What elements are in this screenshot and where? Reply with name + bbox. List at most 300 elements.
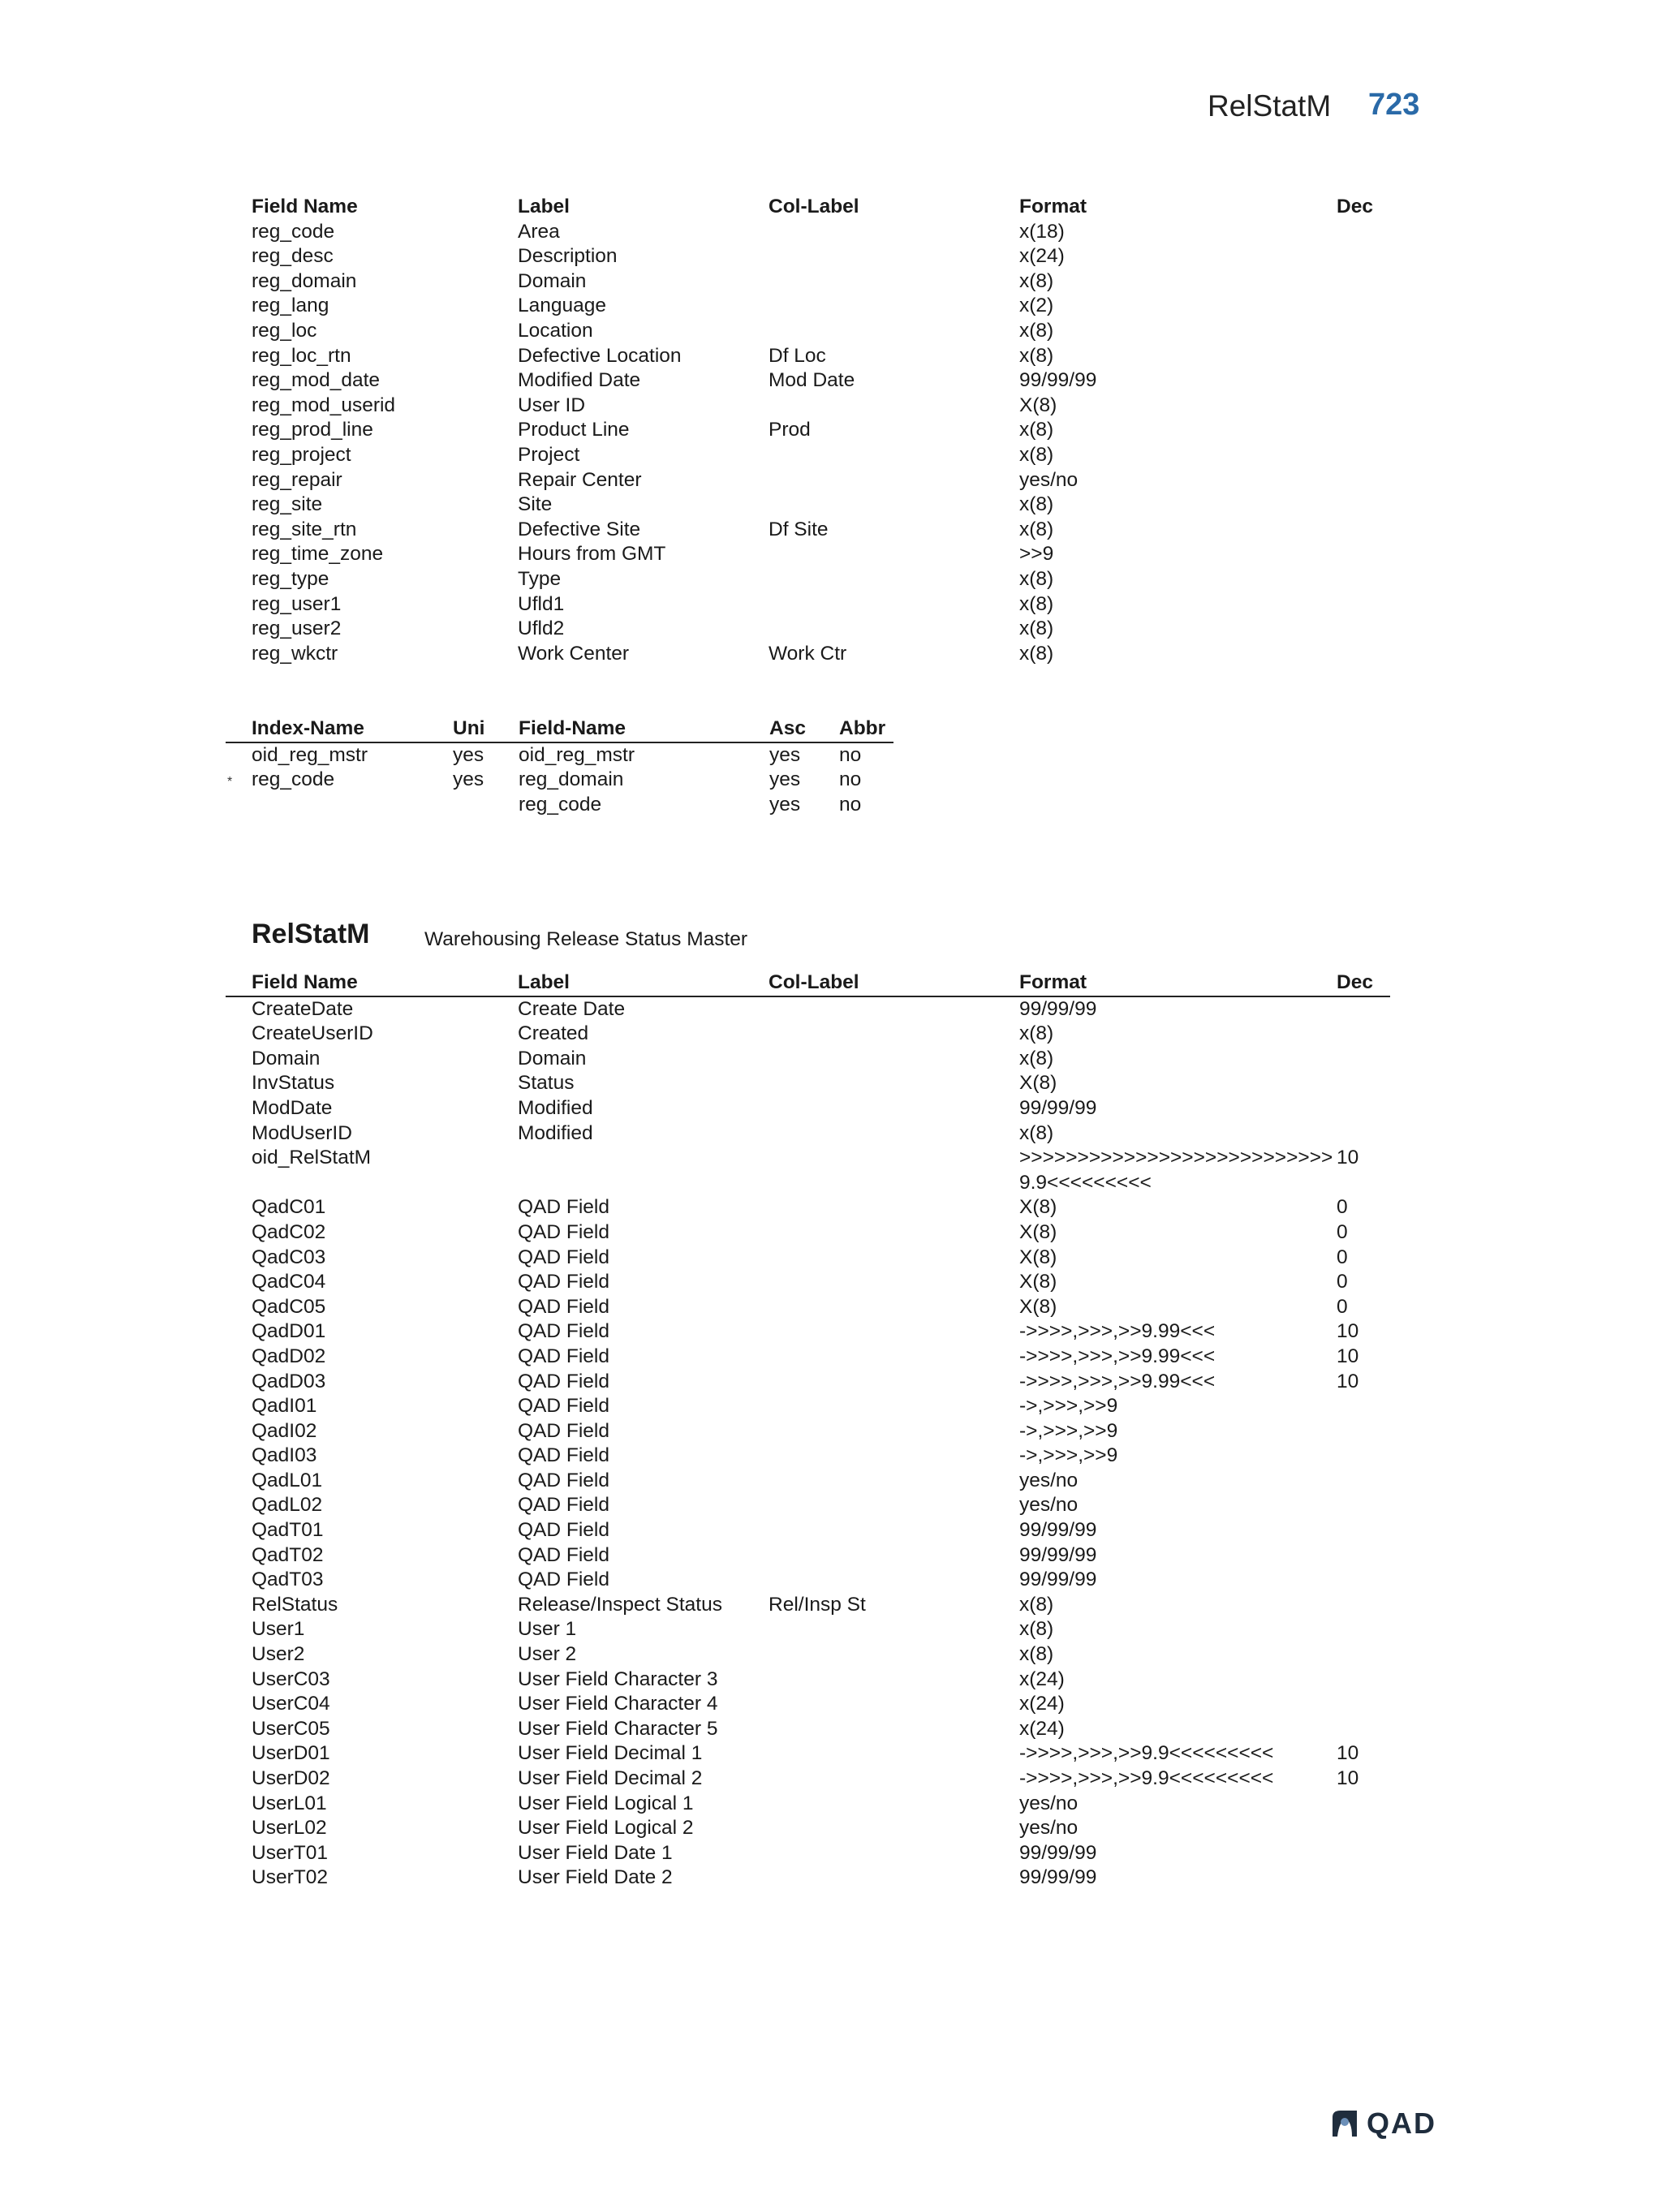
table-cell: x(8): [1019, 592, 1054, 615]
table-cell: [769, 1692, 1019, 1717]
table-cell: Description: [518, 245, 618, 268]
table-cell: 0: [1337, 1295, 1348, 1318]
table-cell: UserC03: [252, 1668, 330, 1690]
table-cell: [769, 1370, 1019, 1395]
column-header: Abbr: [839, 717, 893, 742]
table-cell: [1337, 269, 1390, 295]
table-cell: CreateDate: [252, 997, 354, 1020]
table-cell: [769, 1518, 1019, 1543]
table-cell: Mod Date: [769, 369, 855, 392]
column-header: Format: [1019, 196, 1087, 217]
table-cell: QadC01: [252, 1196, 326, 1219]
table-cell: no: [839, 793, 862, 816]
table-cell: UserL01: [252, 1792, 327, 1814]
table-cell: Defective Site: [518, 518, 641, 540]
table-cell: QAD Field: [518, 1569, 610, 1591]
relstatm-field-table: [226, 970, 1390, 1891]
table-cell: RelStatus: [252, 1593, 338, 1616]
table-cell: ModUserID: [252, 1121, 352, 1144]
table-cell: x(2): [1019, 295, 1054, 317]
table-cell: QAD Field: [518, 1519, 610, 1542]
table-cell: 10: [1337, 1345, 1359, 1367]
section-title: RelStatM: [252, 919, 370, 949]
table-cell: User Field Decimal 2: [518, 1767, 703, 1789]
table-cell: QadD03: [252, 1370, 326, 1392]
table-cell: [769, 1866, 1019, 1891]
table-cell: [1337, 443, 1390, 468]
table-cell: x(24): [1019, 1668, 1065, 1690]
table-cell: [1337, 518, 1390, 543]
table-cell: [769, 1195, 1019, 1220]
table-cell: x(24): [1019, 1717, 1065, 1740]
index-table: [226, 717, 893, 817]
table-cell: 0: [1337, 1196, 1348, 1219]
table-cell: ->,>>>,>>9: [1019, 1419, 1118, 1442]
table-cell: [769, 493, 1019, 518]
table-cell: [769, 1543, 1019, 1569]
table-cell: yes: [769, 793, 801, 816]
table-row: [226, 1319, 1390, 1345]
table-cell: [1337, 1642, 1390, 1668]
table-cell: QAD Field: [518, 1469, 610, 1491]
table-cell: yes/no: [1019, 1494, 1079, 1517]
table-cell: User 1: [518, 1618, 577, 1641]
page-number: 723: [1368, 88, 1420, 122]
table-row: [226, 1394, 1390, 1419]
table-cell: Project: [518, 443, 580, 466]
table-cell: Modified Date: [518, 369, 641, 392]
table-cell: Modified: [518, 1096, 593, 1119]
column-header: Col-Label: [769, 970, 1019, 996]
table-cell: [769, 1096, 1019, 1121]
table-cell: X(8): [1019, 1295, 1057, 1318]
table-cell: QAD Field: [518, 1494, 610, 1517]
table-cell: reg_lang: [252, 295, 329, 317]
table-cell: QadC05: [252, 1295, 326, 1318]
table-cell: QAD Field: [518, 1320, 610, 1343]
table-cell: User ID: [518, 394, 586, 416]
table-row: [226, 1717, 1390, 1742]
table-cell: UserT02: [252, 1866, 328, 1889]
table-cell: 10: [1337, 1320, 1359, 1343]
table-cell: [1337, 1419, 1390, 1444]
table-cell: 10: [1337, 1767, 1359, 1789]
table-cell: yes/no: [1019, 468, 1079, 491]
table-cell: [769, 244, 1019, 269]
table-cell: 10: [1337, 1742, 1359, 1765]
table-cell: QadI02: [252, 1419, 317, 1442]
table-cell: [769, 1617, 1019, 1642]
table-row: [226, 1518, 1390, 1543]
table-row: [226, 294, 1390, 319]
table-cell: QAD Field: [518, 1444, 610, 1467]
table-cell: [769, 542, 1019, 567]
column-header: Uni: [453, 717, 519, 742]
table-cell: reg_repair: [252, 468, 342, 491]
table-cell: reg_loc: [252, 319, 317, 342]
table-cell: QadC02: [252, 1220, 326, 1243]
table-cell: Ufld2: [518, 618, 565, 640]
table-cell: [1337, 1469, 1390, 1494]
table-row: [226, 1047, 1390, 1072]
table-cell: [769, 1444, 1019, 1469]
qad-logo-icon: [1329, 2109, 1360, 2138]
table-row: [226, 1096, 1390, 1121]
table-cell: [769, 1816, 1019, 1841]
table-cell: ->,>>>,>>9: [1019, 1444, 1118, 1467]
table-cell: [1337, 244, 1390, 269]
table-cell: Hours from GMT: [518, 543, 666, 566]
table-cell: reg_project: [252, 443, 351, 466]
table-cell: yes: [769, 768, 801, 791]
table-header-row: [226, 970, 1390, 996]
table-row: [226, 1741, 1390, 1767]
table-cell: [769, 1741, 1019, 1767]
table-row: [226, 1444, 1390, 1469]
table-cell: [1337, 1617, 1390, 1642]
table-cell: [1337, 1593, 1390, 1618]
table-cell: no: [839, 768, 862, 791]
table-cell: Status: [518, 1072, 575, 1095]
table-cell: yes/no: [1019, 1817, 1079, 1840]
table-cell: 10: [1337, 1370, 1359, 1392]
table-row: [226, 344, 1390, 369]
table-cell: [1337, 1692, 1390, 1717]
table-row: [226, 1246, 1390, 1271]
table-row: [226, 368, 1390, 394]
table-row: [226, 642, 1390, 667]
table-cell: UserT01: [252, 1841, 328, 1864]
table-cell: [1337, 344, 1390, 369]
table-row: [226, 1419, 1390, 1444]
column-header: Format: [1019, 970, 1337, 996]
table-cell: oid_RelStatM: [252, 1147, 372, 1169]
table-cell: [1337, 1071, 1390, 1096]
column-header: Asc: [769, 717, 839, 742]
table-cell: reg_domain: [519, 768, 624, 791]
table-cell: [769, 1270, 1019, 1295]
table-row: [226, 1692, 1390, 1717]
table-cell: UserC05: [252, 1717, 330, 1740]
table-cell: yes/no: [1019, 1469, 1079, 1491]
table-cell: [769, 294, 1019, 319]
table-cell: QadI03: [252, 1444, 317, 1467]
table-cell: UserC04: [252, 1693, 330, 1715]
column-header: Field Name: [252, 196, 358, 217]
table-cell: [769, 220, 1019, 245]
table-row: [226, 592, 1390, 618]
table-cell: ->>>>,>>>,>>9.9<<<<<<<<<: [1019, 1767, 1274, 1789]
table-cell: QAD Field: [518, 1271, 610, 1293]
table-row: [226, 742, 893, 768]
table-cell: Product Line: [518, 419, 630, 441]
table-cell: x(8): [1019, 1643, 1054, 1666]
table-cell: x(8): [1019, 493, 1054, 516]
table-cell: [769, 1493, 1019, 1518]
table-cell: UserD02: [252, 1767, 330, 1789]
table-cell: reg_loc_rtn: [252, 344, 351, 367]
table-cell: [1337, 542, 1390, 567]
table-cell: [769, 1568, 1019, 1593]
table-row: [226, 567, 1390, 592]
table-cell: 0: [1337, 1246, 1348, 1268]
table-cell: [769, 1668, 1019, 1693]
table-cell: x(8): [1019, 642, 1054, 665]
table-cell: [769, 1121, 1019, 1147]
table-cell: [769, 1841, 1019, 1866]
table-cell: reg_code: [252, 768, 335, 791]
table-cell: QAD Field: [518, 1345, 610, 1367]
table-body: [226, 996, 1390, 1891]
table-row: [226, 793, 893, 818]
table-row: [226, 1121, 1390, 1147]
table-cell: 0: [1337, 1220, 1348, 1243]
table-row: [226, 468, 1390, 493]
table-cell: x(24): [1019, 245, 1065, 268]
table-row: [226, 768, 893, 793]
table-cell: x(8): [1019, 344, 1054, 367]
table-cell: QAD Field: [518, 1196, 610, 1219]
table-cell: QAD Field: [518, 1295, 610, 1318]
table-cell: [769, 269, 1019, 295]
table-cell: X(8): [1019, 394, 1057, 416]
table-cell: QadC03: [252, 1246, 326, 1268]
table-cell: QadD01: [252, 1320, 326, 1343]
table-row: [226, 1642, 1390, 1668]
table-cell: [1337, 1493, 1390, 1518]
table-row: [226, 1866, 1390, 1891]
table-cell: 10: [1337, 1147, 1359, 1169]
table-cell: X(8): [1019, 1196, 1057, 1219]
table-cell: [1337, 1394, 1390, 1419]
table-cell: [769, 1022, 1019, 1047]
table-row: [226, 1617, 1390, 1642]
table-cell: [1337, 1518, 1390, 1543]
table-row: [226, 1841, 1390, 1866]
table-cell: [769, 996, 1019, 1022]
table-row: [226, 1220, 1390, 1246]
table-cell: x(8): [1019, 419, 1054, 441]
table-cell: ->>>>,>>>,>>9.99<<<: [1019, 1320, 1216, 1343]
table-cell: QadI01: [252, 1395, 317, 1418]
table-cell: reg_desc: [252, 245, 334, 268]
table-cell: QadL01: [252, 1469, 323, 1491]
table-cell: 99/99/99: [1019, 1096, 1097, 1119]
table-cell: [1337, 368, 1390, 394]
table-cell: [1337, 592, 1390, 618]
column-header: Field-Name: [519, 717, 769, 742]
table-cell: oid_reg_mstr: [252, 743, 368, 766]
table-cell: UserL02: [252, 1817, 327, 1840]
table-cell: User2: [252, 1643, 305, 1666]
table-row: [226, 319, 1390, 344]
table-cell: ->>>>,>>>,>>9.99<<<: [1019, 1370, 1216, 1392]
table-cell: X(8): [1019, 1271, 1057, 1293]
table-cell: [1337, 1022, 1390, 1047]
table-cell: 99/99/99: [1019, 1841, 1097, 1864]
table-cell: [1337, 1668, 1390, 1693]
table-row: [226, 1022, 1390, 1047]
table-cell: reg_mod_date: [252, 369, 381, 392]
table-cell: User Field Logical 2: [518, 1817, 694, 1840]
table-cell: [1337, 220, 1390, 245]
primary-index-marker: *: [227, 775, 233, 789]
table-cell: yes: [769, 743, 801, 766]
column-header: Label: [518, 196, 570, 217]
table-cell: >>9: [1019, 543, 1054, 566]
table-cell: Site: [518, 493, 553, 516]
table-row: [226, 418, 1390, 443]
table-cell: reg_wkctr: [252, 642, 338, 665]
table-cell: QadT02: [252, 1543, 324, 1566]
table-cell: reg_site: [252, 493, 323, 516]
table-cell: reg_site_rtn: [252, 518, 357, 540]
table-row: [226, 1146, 1390, 1195]
table-cell: 99/99/99: [1019, 369, 1097, 392]
table-cell: Work Center: [518, 642, 630, 665]
table-row: [226, 493, 1390, 518]
table-row: [226, 1295, 1390, 1320]
table-row: [226, 269, 1390, 295]
table-cell: QAD Field: [518, 1246, 610, 1268]
table-cell: [1337, 1866, 1390, 1891]
table-row: [226, 1568, 1390, 1593]
table-cell: x(8): [1019, 1593, 1054, 1616]
table-cell: >>>>>>>>>>>>>>>>>>>>>>>>>>>9.9<<<<<<<<<: [1019, 1147, 1333, 1194]
table-cell: 99/99/99: [1019, 1543, 1097, 1566]
table-cell: [769, 1767, 1019, 1792]
table-cell: [769, 1319, 1019, 1345]
table-row: [226, 617, 1390, 642]
table-cell: [1337, 996, 1390, 1022]
column-header: Label: [518, 970, 769, 996]
table-cell: reg_time_zone: [252, 543, 384, 566]
table-row: [226, 443, 1390, 468]
table-cell: Df Loc: [769, 344, 826, 367]
table-cell: [769, 1394, 1019, 1419]
table-cell: QAD Field: [518, 1395, 610, 1418]
table-cell: Df Site: [769, 518, 829, 540]
table-header-row: [226, 195, 1390, 220]
table-row: [226, 1345, 1390, 1370]
table-row: [226, 1195, 1390, 1220]
qad-logo: [1329, 2107, 1436, 2141]
table-cell: User Field Character 3: [518, 1668, 718, 1690]
table-cell: oid_reg_mstr: [519, 743, 635, 766]
table-cell: [1337, 1096, 1390, 1121]
section-description: Warehousing Release Status Master: [424, 928, 748, 950]
table-cell: Domain: [518, 269, 587, 292]
table-cell: QAD Field: [518, 1543, 610, 1566]
table-cell: QAD Field: [518, 1419, 610, 1442]
column-header: Dec: [1337, 970, 1390, 996]
table-row: [226, 542, 1390, 567]
table-cell: UserD01: [252, 1742, 330, 1765]
table-row: [226, 220, 1390, 245]
table-cell: [769, 617, 1019, 642]
logo-text: QAD: [1367, 2107, 1436, 2140]
table-cell: Area: [518, 220, 560, 243]
table-cell: Type: [518, 567, 562, 590]
table-row: [226, 1543, 1390, 1569]
table-cell: reg_user1: [252, 592, 342, 615]
table-row: [226, 1270, 1390, 1295]
table-cell: [769, 1469, 1019, 1494]
table-row: [226, 1767, 1390, 1792]
table-row: [226, 996, 1390, 1022]
table-cell: [1337, 1047, 1390, 1072]
table-cell: [1337, 468, 1390, 493]
reg-mstr-field-table: [226, 195, 1390, 666]
table-cell: [769, 1295, 1019, 1320]
table-cell: x(8): [1019, 1618, 1054, 1641]
table-cell: Create Date: [518, 997, 626, 1020]
table-cell: yes: [453, 768, 484, 791]
table-row: [226, 244, 1390, 269]
table-cell: yes/no: [1019, 1792, 1079, 1814]
table-cell: [1337, 418, 1390, 443]
table-cell: User Field Logical 1: [518, 1792, 694, 1814]
table-cell: [1337, 1543, 1390, 1569]
table-cell: [1337, 1816, 1390, 1841]
table-cell: [226, 793, 453, 818]
table-cell: [1337, 1792, 1390, 1817]
table-cell: Ufld1: [518, 592, 565, 615]
table-cell: [769, 592, 1019, 618]
table-cell: X(8): [1019, 1072, 1057, 1095]
table-cell: reg_type: [252, 567, 329, 590]
table-cell: ModDate: [252, 1096, 333, 1119]
table-cell: User Field Date 1: [518, 1841, 673, 1864]
table-cell: [769, 1717, 1019, 1742]
table-cell: QAD Field: [518, 1370, 610, 1392]
table-cell: CreateUserID: [252, 1022, 373, 1045]
table-cell: Modified: [518, 1121, 593, 1144]
table-cell: 99/99/99: [1019, 997, 1097, 1020]
table-cell: [453, 793, 519, 818]
table-cell: x(8): [1019, 518, 1054, 540]
table-cell: Language: [518, 295, 607, 317]
table-cell: User1: [252, 1618, 305, 1641]
table-cell: Rel/Insp St: [769, 1593, 866, 1616]
table-cell: x(8): [1019, 269, 1054, 292]
table-cell: Location: [518, 319, 593, 342]
table-cell: Domain: [252, 1047, 321, 1069]
table-row: [226, 1469, 1390, 1494]
table-cell: [1337, 567, 1390, 592]
table-cell: [1337, 617, 1390, 642]
table-cell: Repair Center: [518, 468, 642, 491]
table-cell: x(18): [1019, 220, 1065, 243]
table-cell: X(8): [1019, 1220, 1057, 1243]
table-cell: x(8): [1019, 319, 1054, 342]
table-cell: reg_code: [252, 220, 335, 243]
table-row: [226, 1370, 1390, 1395]
table-row: [226, 1668, 1390, 1693]
table-cell: [769, 567, 1019, 592]
table-cell: x(8): [1019, 1047, 1054, 1069]
table-cell: 99/99/99: [1019, 1569, 1097, 1591]
table-cell: Release/Inspect Status: [518, 1593, 722, 1616]
table-cell: X(8): [1019, 1246, 1057, 1268]
table-row: [226, 1816, 1390, 1841]
table-cell: reg_user2: [252, 618, 342, 640]
table-row: [226, 394, 1390, 419]
table-cell: x(8): [1019, 1022, 1054, 1045]
table-cell: InvStatus: [252, 1072, 335, 1095]
table-cell: User Field Date 2: [518, 1866, 673, 1889]
table-cell: User Field Decimal 1: [518, 1742, 703, 1765]
